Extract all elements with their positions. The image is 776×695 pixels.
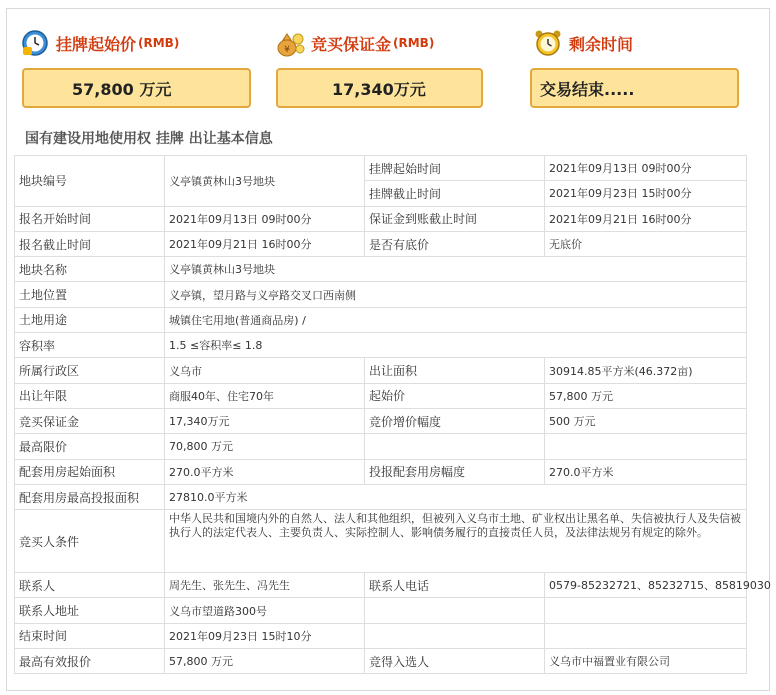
- housing-max-label: 配套用房最高投报面积: [15, 484, 165, 509]
- district-label: 所属行政区: [15, 358, 165, 383]
- bidder-conditions-value: 中华人民共和国境内外的自然人、法人和其他组织，但被列入义乌市土地、矿业权出让黑名单、失信被执行人及失信被执行人的法定代表人、主要负责人、实际控制人、影响债务履行的直接责任人员，及法律法规另有规定的除外。: [165, 510, 747, 573]
- term-value: 商服40年、住宅70年: [165, 383, 365, 408]
- info-table: [14, 155, 771, 674]
- money-bag-icon: [275, 28, 305, 58]
- far-value: 1.5 ≤容积率≤ 1.8: [165, 333, 747, 358]
- table-row: [15, 484, 747, 509]
- phone-label: 联系人电话: [365, 573, 545, 598]
- table-row: [15, 383, 747, 408]
- start-price-header: [20, 28, 179, 58]
- housing-start-value: 270.0平方米: [165, 459, 365, 484]
- remaining-label: 剩余时间: [569, 34, 634, 54]
- max-price-value: 70,800 万元: [165, 434, 365, 459]
- housing-increment-value: 270.0平方米: [545, 459, 747, 484]
- listing-end-label: 挂牌截止时间: [365, 181, 545, 206]
- empty-cell: [365, 598, 545, 623]
- address-label: 联系人地址: [15, 598, 165, 623]
- table-row: [15, 408, 747, 433]
- table-row: [15, 649, 747, 674]
- table-row: [15, 307, 747, 332]
- clock-icon: [20, 28, 50, 58]
- bid-deposit-value: 17,340万元: [165, 408, 365, 433]
- table-row: [15, 510, 747, 573]
- start-price-label: 挂牌起始价: [56, 34, 137, 54]
- location-value: 义亭镇，望月路与义亭路交叉口西南侧: [165, 282, 747, 307]
- svg-text:¥: ¥: [284, 45, 290, 55]
- location-label: 土地位置: [15, 282, 165, 307]
- table-row: [15, 623, 747, 648]
- end-time-value: 2021年09月23日 15时10分: [165, 623, 365, 648]
- area-label: 出让面积: [365, 358, 545, 383]
- deposit-deadline-value: 2021年09月21日 16时00分: [545, 206, 747, 231]
- table-row: [15, 358, 747, 383]
- parcel-no-value: 义亭镇黄林山3号地块: [165, 156, 365, 207]
- housing-increment-label: 投报配套用房幅度: [365, 459, 545, 484]
- increment-label: 竞价增价幅度: [365, 408, 545, 433]
- table-row: [15, 598, 747, 623]
- table-row: [15, 459, 747, 484]
- bidder-conditions-label: 竞买人条件: [15, 510, 165, 573]
- empty-cell: [545, 598, 747, 623]
- empty-cell: [545, 434, 747, 459]
- table-row: [15, 573, 747, 598]
- deposit-deadline-label: 保证金到账截止时间: [365, 206, 545, 231]
- reg-start-label: 报名开始时间: [15, 206, 165, 231]
- deposit-unit: (RMB): [393, 36, 435, 50]
- max-price-label: 最高限价: [15, 434, 165, 459]
- table-row: [15, 231, 747, 256]
- table-row: [15, 434, 747, 459]
- increment-value: 500 万元: [545, 408, 747, 433]
- highest-bid-label: 最高有效报价: [15, 649, 165, 674]
- table-row: [15, 333, 747, 358]
- housing-max-value: 27810.0平方米: [165, 484, 747, 509]
- reserve-value: 无底价: [545, 231, 747, 256]
- contact-value: 周先生、张先生、冯先生: [165, 573, 365, 598]
- listing-start-value: 2021年09月13日 09时00分: [545, 156, 747, 181]
- winner-value: 义乌市中福置业有限公司: [545, 649, 747, 674]
- usage-value: 城镇住宅用地(普通商品房) /: [165, 307, 747, 332]
- phone-value: 0579-85232721、85232715、85819030: [545, 573, 747, 598]
- parcel-name-label: 地块名称: [15, 257, 165, 282]
- start-price-row-label: 起始价: [365, 383, 545, 408]
- highest-bid-value: 57,800 万元: [165, 649, 365, 674]
- deposit-header: [275, 28, 434, 58]
- start-price-row-value: 57,800 万元: [545, 383, 747, 408]
- reg-end-value: 2021年09月21日 16时00分: [165, 231, 365, 256]
- table-row: [15, 282, 747, 307]
- far-label: 容积率: [15, 333, 165, 358]
- housing-start-label: 配套用房起始面积: [15, 459, 165, 484]
- start-price-unit: (RMB): [138, 36, 180, 50]
- parcel-name-value: 义亭镇黄林山3号地块: [165, 257, 747, 282]
- table-row: [15, 156, 747, 181]
- address-value: 义乌市望道路300号: [165, 598, 365, 623]
- usage-label: 土地用途: [15, 307, 165, 332]
- parcel-no-label: 地块编号: [15, 156, 165, 207]
- deposit-label: 竞买保证金: [311, 34, 392, 54]
- table-row: [15, 257, 747, 282]
- district-value: 义乌市: [165, 358, 365, 383]
- end-time-label: 结束时间: [15, 623, 165, 648]
- area-value: 30914.85平方米(46.372亩): [545, 358, 747, 383]
- reg-start-value: 2021年09月13日 09时00分: [165, 206, 365, 231]
- term-label: 出让年限: [15, 383, 165, 408]
- alarm-clock-icon: [533, 28, 563, 58]
- table-row: [15, 206, 747, 231]
- empty-cell: [365, 434, 545, 459]
- winner-label: 竞得入选人: [365, 649, 545, 674]
- contact-label: 联系人: [15, 573, 165, 598]
- listing-start-label: 挂牌起始时间: [365, 156, 545, 181]
- empty-cell: [365, 623, 545, 648]
- remaining-header: [533, 28, 633, 58]
- remaining-value: 交易结束.....: [530, 68, 739, 108]
- start-price-value: 57,800 万元: [22, 68, 251, 108]
- deposit-value: 17,340万元: [276, 68, 483, 108]
- empty-cell: [545, 623, 747, 648]
- listing-end-value: 2021年09月23日 15时00分: [545, 181, 747, 206]
- bid-deposit-label: 竞买保证金: [15, 408, 165, 433]
- reg-end-label: 报名截止时间: [15, 231, 165, 256]
- reserve-label: 是否有底价: [365, 231, 545, 256]
- section-title: 国有建设用地使用权 挂牌 出让基本信息: [25, 131, 273, 147]
